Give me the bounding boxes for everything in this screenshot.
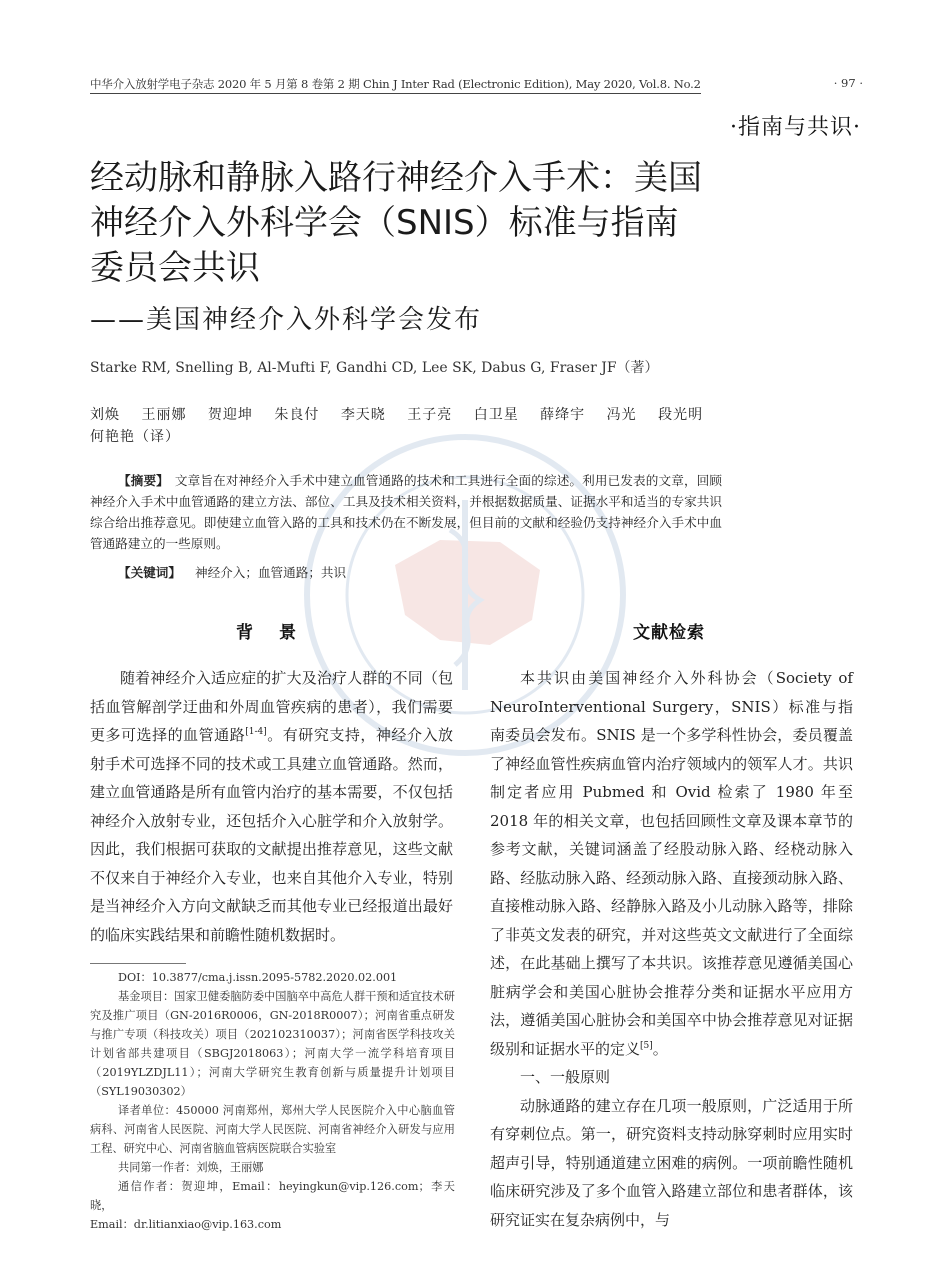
- translator-name: 朱良付: [274, 407, 320, 423]
- running-head: [90, 76, 863, 92]
- paragraph-text: 随着神经介入适应症的扩大及治疗人群的不同（包括血管解剖学迂曲和外周血管疾病的患者），我们需要更多可选择的血管通路: [90, 669, 453, 744]
- translator-name: 冯光: [606, 407, 637, 423]
- translator-name: 贺迎坤: [207, 407, 253, 423]
- citation-ref: [5]: [640, 1040, 653, 1051]
- translator-name: 白卫星: [473, 407, 519, 423]
- translator-name: 王子亮: [407, 407, 453, 423]
- keywords-label: 【关键词】: [118, 565, 181, 580]
- article-title: [90, 156, 730, 291]
- title-line: 委员会共识: [90, 248, 260, 288]
- translator-name: 王丽娜: [141, 407, 187, 423]
- translator-name: 何艳艳（译）: [90, 429, 180, 445]
- abstract: [90, 470, 722, 554]
- literature-search-paragraph: [490, 664, 853, 1063]
- authors-english: Starke RM, Snelling B, Al-Mufti F, Gandhi CD, Lee SK, Dabus G, Fraser JF（著）: [90, 360, 659, 376]
- keywords: [118, 562, 346, 581]
- journal-citation: 中华介入放射学电子杂志 2020 年 5 月第 8 卷第 2 期 Chin J Inter Rad (Electronic Edition), May 2020, Vol.8. No.2: [90, 76, 701, 94]
- translator-name: 薛绛宇: [540, 407, 586, 423]
- footnotes: [90, 968, 455, 1234]
- translator-unit-note: 译者单位：450000 河南郑州，郑州大学人民医院介入中心脑血管病科、河南省人民医院、河南大学人民医院、河南省神经介入研发与应用工程、研究中心、河南省脑血管病医院联合实验室: [90, 1104, 455, 1155]
- left-column: [90, 664, 453, 949]
- heading-literature-search: 文献检索: [633, 623, 705, 643]
- article-subtitle: ——美国神经介入外科学会发布: [90, 305, 483, 335]
- section-tag: ·指南与共识·: [730, 115, 861, 140]
- paragraph-text: 。: [652, 1039, 668, 1058]
- translators-list: [90, 404, 730, 448]
- subheading-general-principles: 一、一般原则: [520, 1068, 611, 1086]
- keywords-text: 神经介入；血管通路；共识: [194, 565, 347, 580]
- title-line: 神经介入外科学会（SNIS）标准与指南: [90, 203, 679, 243]
- translator-name: 段光明: [658, 407, 704, 423]
- corresponding-email: Email：dr.litianxiao@vip.163.com: [90, 1218, 282, 1231]
- corresponding-author-note: 通信作者：贺迎坤，Email：heyingkun@vip.126.com；李天晓，: [90, 1180, 455, 1212]
- paragraph-text: 。有研究支持，神经介入放射手术可选择不同的技术或工具建立血管通路。然而，建立血管通路是所有血管内治疗的基本需要，不仅包括神经介入放射专业，还包括介入心脏学和介入放射学。因此，我们根据可获取的文献提出推荐意见，这些文献不仅来自于神经介入专业，也来自其他介入专业，特别是当神经介入方向文献缺乏而其他专业已经报道出最好的临床实践结果和前瞻性随机数据时。: [90, 726, 453, 944]
- funding-note: 基金项目：国家卫健委脑防委中国脑卒中高危人群干预和适宜技术研究及推广项目（GN-2016R0006，GN-2018R0007）；河南省重点研发与推广专项（科技攻关）项目（202102310037）；河南省医学科技攻关计划省部共建项目（SBGJ2018063）；河南大学一流学科培育项目（2019YLZDJL11）；河南大学研究生教育创新与质量提升计划项目（SYL19030302）: [90, 990, 455, 1098]
- background-paragraph: [90, 664, 453, 949]
- paragraph-text: 本共识由美国神经介入外科协会（Society of NeuroInterventional Surgery，SNIS）标准与指南委员会发布。SNIS 是一个多学科性协会，委员覆盖了神经血管性疾病血管内治疗领域内的领军人才。共识制定者应用 Pubmed 和 Ovid 检索了 1980 年至 2018 年的相关文章，也包括回顾性文章及课本章节的参考文献，关键词涵盖了经股动脉入路、经桡动脉入路、经肱动脉入路、经颈动脉入路、直接颈动脉入路、直接椎动脉入路、经静脉入路及小儿动脉入路等，排除了非英文发表的研究，并对这些英文文献进行了全面综述，在此基础上撰写了本共识。该推荐意见遵循美国心脏病学会和美国心脏协会推荐分类和证据水平应用方法，遵循美国心脏协会和美国卒中协会推荐意见对证据级别和证据水平的定义: [490, 669, 853, 1058]
- title-line: 经动脉和静脉入路行神经介入手术：美国: [90, 158, 702, 198]
- footnote-divider: [90, 963, 186, 964]
- translator-name: 李天晓: [340, 407, 386, 423]
- page-number: · 97 ·: [833, 76, 863, 90]
- heading-background: 背景: [236, 623, 322, 643]
- abstract-label: 【摘要】: [118, 473, 169, 488]
- co-first-authors-note: 共同第一作者：刘焕，王丽娜: [118, 1161, 264, 1174]
- translator-name: 刘焕: [90, 407, 120, 423]
- doi-line: DOI：10.3877/cma.j.issn.2095-5782.2020.02.001: [118, 971, 398, 984]
- right-column: [490, 664, 853, 1234]
- general-principles-paragraph: 动脉通路的建立存在几项一般原则，广泛适用于所有穿刺位点。第一，研究资料支持动脉穿刺时应用实时超声引导，特别通道建立困难的病例。一项前瞻性随机临床研究涉及了多个血管入路建立部位和患者群体，该研究证实在复杂病例中，与: [490, 1096, 853, 1229]
- abstract-text: 文章旨在对神经介入手术中建立血管通路的技术和工具进行全面的综述。利用已发表的文章，回顾神经介入手术中血管通路的建立方法、部位、工具及技术相关资料，并根据数据质量、证据水平和适当的专家共识综合给出推荐意见。即使建立血管入路的工具和技术仍在不断发展，但目前的文献和经验仍支持神经介入手术中血管通路建立的一些原则。: [90, 473, 723, 551]
- citation-ref: [1-4]: [245, 727, 267, 737]
